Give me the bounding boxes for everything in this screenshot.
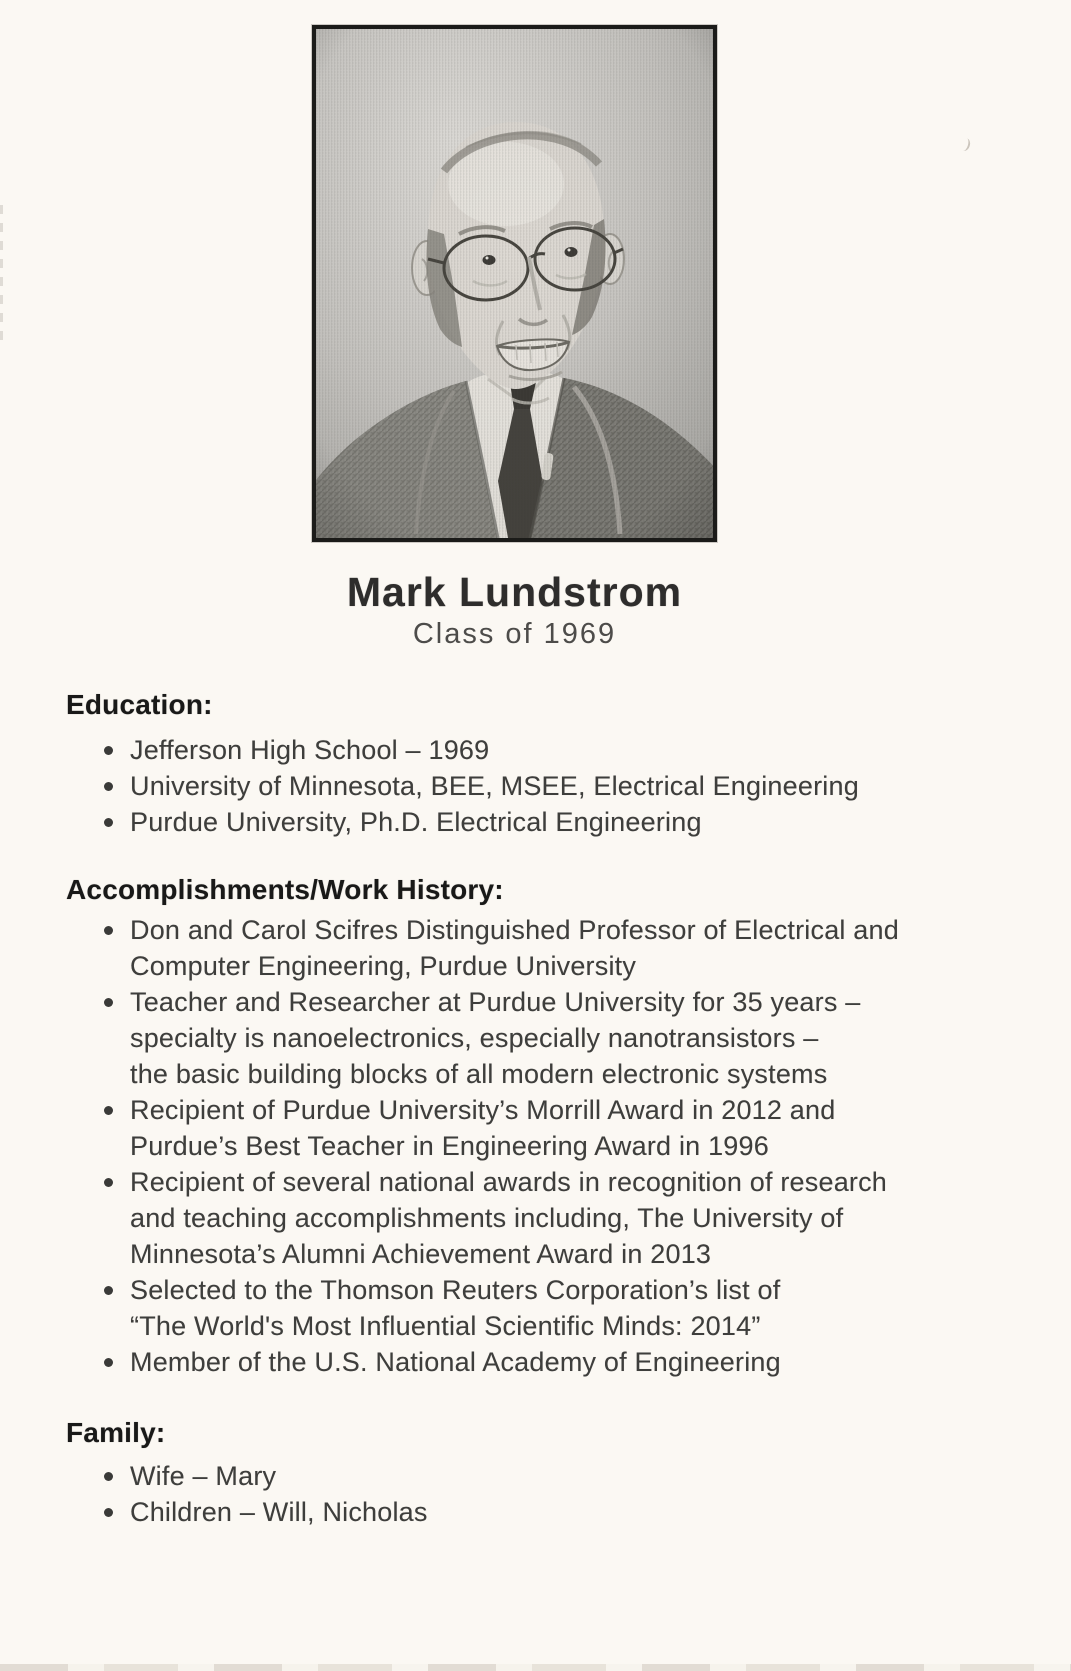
bullet-line: Children – Will, Nicholas — [130, 1497, 428, 1527]
bullet-line: University of Minnesota, BEE, MSEE, Electrical Engineering — [130, 771, 859, 801]
bullet-line: Wife – Mary — [130, 1461, 277, 1491]
section-heading: Accomplishments/Work History: — [66, 874, 504, 905]
bullet-line: Member of the U.S. National Academy of Engineering — [130, 1347, 781, 1377]
bullet-item — [66, 804, 1016, 840]
bullet-item — [66, 1092, 1016, 1164]
bullet-line: Computer Engineering, Purdue University — [130, 951, 637, 981]
bullet-item — [66, 984, 1016, 1092]
bullet-item — [66, 732, 1016, 768]
bullet-item — [66, 1494, 1016, 1530]
person-name: Mark Lundstrom — [346, 569, 683, 615]
scan-bottom-strip — [0, 1664, 1071, 1671]
bullet-item — [66, 768, 1016, 804]
bullet-line: specialty is nanoelectronics, especially nanotransistors – — [130, 1023, 819, 1053]
bullet-line: Selected to the Thomson Reuters Corporation’s list of — [130, 1275, 781, 1305]
bullet-list — [66, 1458, 1016, 1530]
scan-edge-marks — [0, 205, 3, 340]
section-heading: Family: — [66, 1417, 166, 1448]
bullet-line: Purdue’s Best Teacher in Engineering Award in 1996 — [130, 1131, 769, 1161]
bullet-line: Recipient of several national awards in recognition of research — [130, 1167, 888, 1197]
bullet-line: and teaching accomplishments including, The University of — [130, 1203, 844, 1233]
bullet-item — [66, 1344, 1016, 1380]
bullet-line: “The World's Most Influential Scientific Minds: 2014” — [130, 1311, 761, 1341]
bullet-item — [66, 1164, 1016, 1272]
bullet-item — [66, 912, 1016, 984]
section-family — [66, 1416, 1016, 1530]
bullet-list — [66, 912, 1016, 1380]
bullet-list — [66, 732, 1016, 840]
bullet-item — [66, 1458, 1016, 1494]
bullet-item — [66, 1272, 1016, 1344]
section-accomplishments-work-history — [66, 873, 1016, 1380]
class-year: Class of 1969 — [412, 618, 617, 650]
section-heading: Education: — [66, 689, 213, 720]
bullet-line: Minnesota’s Alumni Achievement Award in 2013 — [130, 1239, 712, 1269]
bullet-line: Teacher and Researcher at Purdue University for 35 years – — [130, 987, 861, 1017]
bullet-line: Purdue University, Ph.D. Electrical Engineering — [130, 807, 702, 837]
bullet-line: Jefferson High School – 1969 — [130, 735, 490, 765]
bullet-line: the basic building blocks of all modern electronic systems — [130, 1059, 828, 1089]
section-education — [66, 688, 1016, 840]
bullet-line: Recipient of Purdue University’s Morrill Award in 2012 and — [130, 1095, 836, 1125]
bullet-line: Don and Carol Scifres Distinguished Professor of Electrical and — [130, 915, 899, 945]
